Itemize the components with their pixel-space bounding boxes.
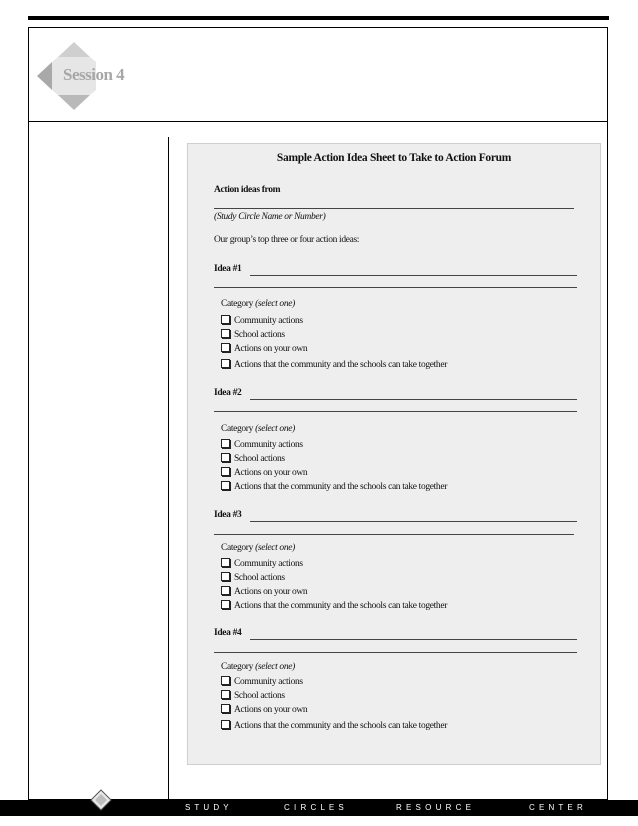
option-community[interactable]: Community actions <box>221 315 303 326</box>
option-own[interactable]: Actions on your own <box>221 586 307 597</box>
option-own[interactable]: Actions on your own <box>221 704 307 715</box>
session-label: Session 4 <box>63 65 125 84</box>
option-together[interactable]: Actions that the community and the schools can take together <box>221 481 447 492</box>
option-community[interactable]: Community actions <box>221 439 303 450</box>
checkbox[interactable] <box>221 676 230 685</box>
footer-word-circles: C I R C L E S <box>284 803 345 812</box>
option-own[interactable]: Actions on your own <box>221 467 307 478</box>
option-community[interactable]: Community actions <box>221 676 303 687</box>
checkbox[interactable] <box>221 558 230 567</box>
option-school[interactable]: School actions <box>221 572 285 583</box>
category-heading: Category (select one) <box>221 424 295 434</box>
idea-line[interactable] <box>214 534 574 535</box>
idea-label: Idea #1 <box>214 264 242 274</box>
page-number-badge-icon <box>90 789 112 811</box>
study-circle-name-line[interactable] <box>214 208 574 209</box>
option-own[interactable]: Actions on your own <box>221 343 307 354</box>
category-heading: Category (select one) <box>221 543 295 553</box>
footer-word-study: S T U D Y <box>185 803 230 812</box>
checkbox[interactable] <box>221 329 230 338</box>
idea-label: Idea #4 <box>214 628 242 638</box>
category-heading: Category (select one) <box>221 662 295 672</box>
option-school[interactable]: School actions <box>221 690 285 701</box>
checkbox[interactable] <box>221 720 230 729</box>
footer-word-center: C E N T E R <box>529 803 584 812</box>
checkbox[interactable] <box>221 586 230 595</box>
idea-label: Idea #2 <box>214 388 242 398</box>
header-divider <box>28 121 608 122</box>
option-school[interactable]: School actions <box>221 453 285 464</box>
checkbox[interactable] <box>221 467 230 476</box>
checkbox[interactable] <box>221 690 230 699</box>
idea-line[interactable] <box>250 521 577 522</box>
option-together[interactable]: Actions that the community and the schools can take together <box>221 359 447 370</box>
checkbox[interactable] <box>221 343 230 352</box>
study-circle-hint: (Study Circle Name or Number) <box>214 212 326 222</box>
option-community[interactable]: Community actions <box>221 558 303 569</box>
checkbox[interactable] <box>221 600 230 609</box>
idea-line[interactable] <box>250 399 577 400</box>
idea-line[interactable] <box>214 652 577 653</box>
option-together[interactable]: Actions that the community and the schools can take together <box>221 600 447 611</box>
footer-word-resource: R E S O U R C E <box>396 803 472 812</box>
category-heading: Category (select one) <box>221 299 295 309</box>
idea-line[interactable] <box>250 639 577 640</box>
idea-line[interactable] <box>214 287 577 288</box>
checkbox[interactable] <box>221 481 230 490</box>
checkbox[interactable] <box>221 439 230 448</box>
option-school[interactable]: School actions <box>221 329 285 340</box>
checkbox[interactable] <box>221 315 230 324</box>
checkbox[interactable] <box>221 453 230 462</box>
idea-label: Idea #3 <box>214 510 242 520</box>
margin-divider <box>168 137 169 800</box>
sheet-title: Sample Action Idea Sheet to Take to Action Forum <box>276 152 512 164</box>
checkbox[interactable] <box>221 572 230 581</box>
top-rule <box>28 16 609 20</box>
action-ideas-from-label: Action ideas from <box>214 185 281 195</box>
idea-line[interactable] <box>250 275 577 276</box>
intro-text: Our group’s top three or four action ideas: <box>214 235 360 245</box>
option-together[interactable]: Actions that the community and the schools can take together <box>221 720 447 731</box>
checkbox[interactable] <box>221 359 230 368</box>
idea-line[interactable] <box>214 411 577 412</box>
checkbox[interactable] <box>221 704 230 713</box>
